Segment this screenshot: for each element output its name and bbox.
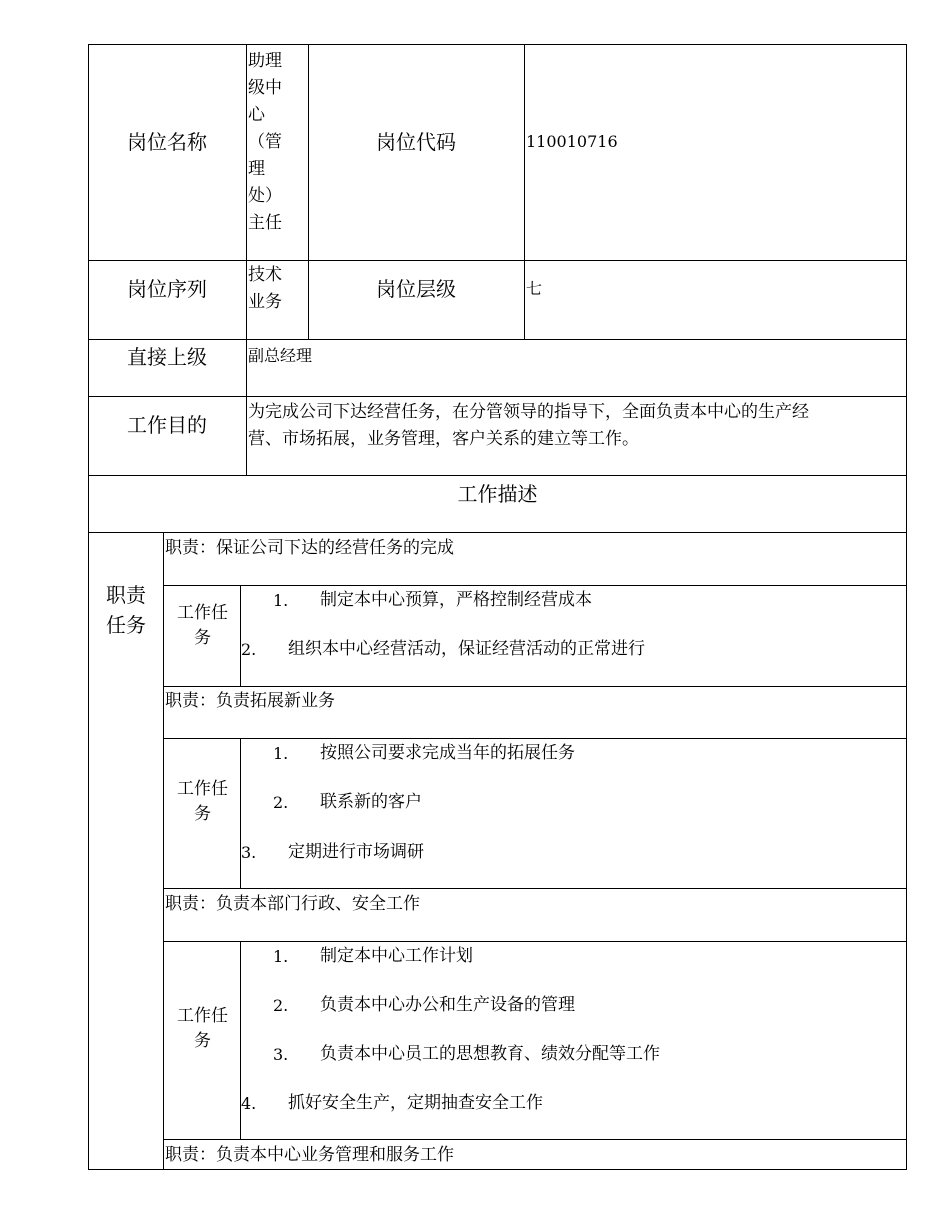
col-line bbox=[246, 44, 247, 475]
task-text: 制定本中心预算，严格控制经营成本 bbox=[320, 590, 592, 610]
col-line bbox=[88, 44, 89, 1170]
row-line bbox=[88, 44, 907, 45]
row-line bbox=[163, 1139, 907, 1140]
task-text: 定期进行市场调研 bbox=[288, 842, 424, 862]
task-text: 制定本中心工作计划 bbox=[320, 946, 473, 966]
position-name-value: 助理级中心（管理处）主任 bbox=[248, 51, 282, 233]
superior-label: 直接上级 bbox=[127, 345, 207, 369]
col-line bbox=[906, 44, 907, 1170]
level-value: 七 bbox=[526, 279, 543, 298]
position-code-label: 岗位代码 bbox=[376, 130, 456, 154]
col-line bbox=[163, 532, 164, 1170]
row-line bbox=[163, 686, 907, 687]
task-number: 2. bbox=[273, 793, 289, 812]
col-line bbox=[240, 585, 241, 686]
duties-label: 职责任务 bbox=[106, 583, 146, 637]
duty-title: 职责：负责本中心业务管理和服务工作 bbox=[165, 1145, 454, 1165]
task-text: 联系新的客户 bbox=[320, 792, 422, 812]
duty-title: 职责：负责拓展新业务 bbox=[165, 691, 335, 711]
task-number: 1. bbox=[273, 744, 289, 763]
sequence-value: 技术业务 bbox=[248, 265, 282, 312]
task-text: 负责本中心员工的思想教育、绩效分配等工作 bbox=[320, 1044, 660, 1064]
row-line bbox=[88, 1169, 907, 1170]
row-line bbox=[88, 532, 907, 533]
purpose-line-1: 为完成公司下达经营任务，在分管领导的指导下，全面负责本中心的生产经 bbox=[248, 402, 809, 422]
task-number: 1. bbox=[273, 591, 289, 610]
row-line bbox=[88, 339, 907, 340]
task-number: 3. bbox=[241, 843, 257, 862]
row-line bbox=[163, 888, 907, 889]
level-label: 岗位层级 bbox=[376, 277, 456, 301]
position-code-value: 110010716 bbox=[526, 132, 618, 151]
superior-value: 副总经理 bbox=[248, 346, 313, 365]
row-line bbox=[163, 738, 907, 739]
task-number: 2. bbox=[241, 640, 257, 659]
row-line bbox=[88, 260, 907, 261]
row-line bbox=[163, 585, 907, 586]
row-line bbox=[88, 396, 907, 397]
purpose-label: 工作目的 bbox=[127, 413, 207, 437]
task-label: 工作任务 bbox=[177, 1006, 228, 1051]
task-number: 4. bbox=[241, 1094, 257, 1113]
purpose-line-2: 营、市场拓展，业务管理，客户关系的建立等工作。 bbox=[248, 429, 639, 449]
sequence-label: 岗位序列 bbox=[127, 277, 207, 301]
section-title: 工作描述 bbox=[457, 482, 538, 506]
task-text: 负责本中心办公和生产设备的管理 bbox=[320, 995, 575, 1015]
task-label: 工作任务 bbox=[177, 603, 228, 648]
task-text: 组织本中心经营活动，保证经营活动的正常进行 bbox=[288, 639, 645, 659]
row-line bbox=[88, 475, 907, 476]
duty-title: 职责：保证公司下达的经营任务的完成 bbox=[165, 538, 454, 558]
task-number: 3. bbox=[273, 1045, 289, 1064]
col-line bbox=[240, 738, 241, 888]
position-name-label: 岗位名称 bbox=[127, 130, 207, 154]
row-line bbox=[163, 941, 907, 942]
col-line bbox=[524, 44, 525, 339]
task-number: 2. bbox=[273, 996, 289, 1015]
task-text: 按照公司要求完成当年的拓展任务 bbox=[320, 743, 575, 763]
task-text: 抓好安全生产，定期抽查安全工作 bbox=[288, 1093, 543, 1113]
duty-title: 职责：负责本部门行政、安全工作 bbox=[165, 894, 420, 914]
task-number: 1. bbox=[273, 947, 289, 966]
task-label: 工作任务 bbox=[177, 779, 228, 824]
